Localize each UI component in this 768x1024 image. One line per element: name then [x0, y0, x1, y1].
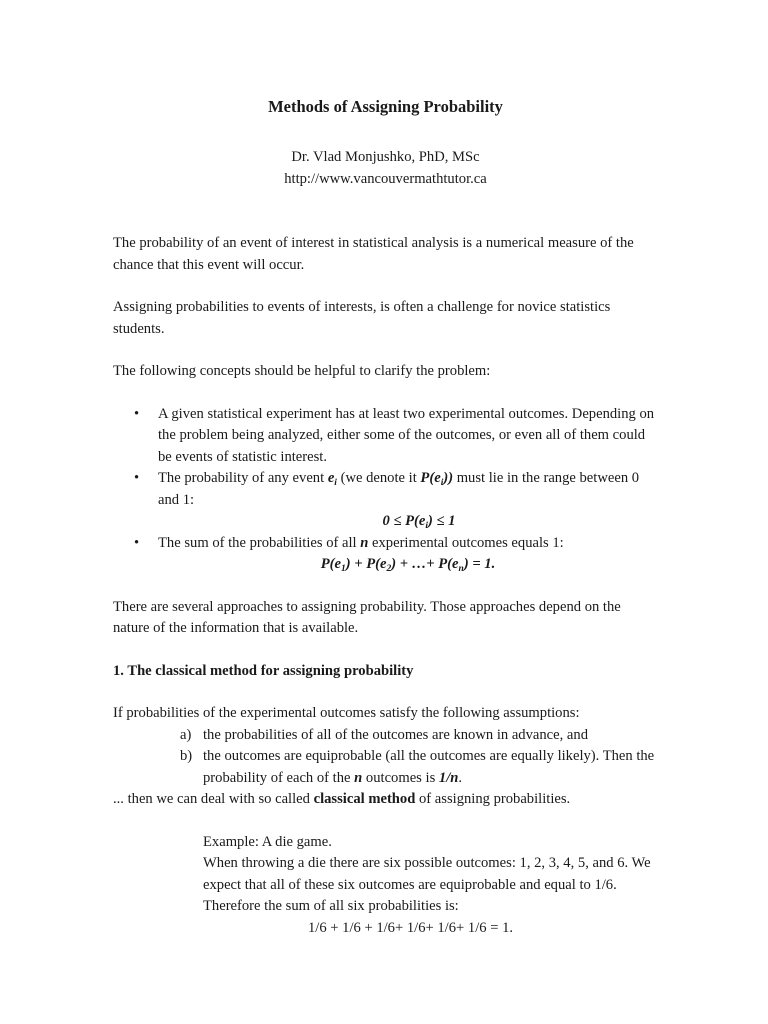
- list-marker: b): [180, 748, 193, 764]
- challenge-paragraph: Assigning probabilities to events of interests, is often a challenge for novice statistics students.: [113, 299, 611, 337]
- example-text: When throwing a die there are six possible outcomes: 1, 2, 3, 4, 5, and 6. We expect that all of these six outcomes are equiprobable and equal to 1/6. Therefore the sum of all six probabilities is:: [203, 855, 651, 914]
- bullet-icon: •: [134, 405, 140, 422]
- list-item: [113, 725, 658, 747]
- example-block: [113, 832, 658, 940]
- document-body: [113, 96, 658, 939]
- example-sum: 1/6 + 1/6 + 1/6+ 1/6+ 1/6+ 1/6 = 1.: [307, 919, 514, 936]
- bullet-icon: •: [134, 534, 140, 551]
- bullet-text: A given statistical experiment has at least two experimental outcomes. Depending on the problem being analyzed, either some of the outcomes, or even all of them could be events of statistic interest.: [158, 405, 655, 465]
- list-item: [113, 746, 658, 789]
- page-title: Methods of Assigning Probability: [268, 97, 503, 116]
- bullet-icon: •: [134, 470, 140, 486]
- list-item-text: the outcomes are equiprobable (all the outcomes are equally likely). Then the probability of each of the n outcomes is 1/n.: [203, 748, 655, 786]
- concepts-list: [113, 404, 658, 576]
- assumptions-paragraph: If probabilities of the experimental outcomes satisfy the following assumptions:: [113, 705, 580, 721]
- section-heading: 1. The classical method for assigning probability: [113, 662, 414, 679]
- approaches-paragraph: There are several approaches to assigning probability. Those approaches depend on the nature of the information that is available.: [113, 598, 621, 636]
- example-title: Example: A die game.: [203, 833, 332, 850]
- list-item: [113, 533, 658, 576]
- list-item: [113, 468, 658, 533]
- author-line: Dr. Vlad Monjushko, PhD, MSc: [291, 149, 480, 165]
- list-item: [113, 404, 658, 469]
- concepts-paragraph: The following concepts should be helpful to clarify the problem:: [113, 363, 491, 379]
- range-formula: $0 \le P(e_i) \le 1$: [382, 513, 456, 531]
- assumptions-list: [113, 725, 658, 790]
- classical-method-paragraph: ... then we can deal with so called classical method of assigning probabilities.: [113, 791, 571, 807]
- list-item-text: the probabilities of all of the outcomes are known in advance, and: [203, 726, 588, 743]
- intro-paragraph: The probability of an event of interest in statistical analysis is a numerical measure of the chance that this event will occur.: [113, 235, 634, 273]
- author-url: http://www.vancouvermathtutor.ca: [284, 170, 487, 187]
- list-marker: a): [180, 726, 192, 743]
- bullet-text: The sum of the probabilities of all n experimental outcomes equals 1:: [158, 534, 564, 551]
- bullet-text: The probability of any event $e_i$ (we denote it $P(e_i)$) must lie in the range between 0 and 1:: [158, 470, 640, 508]
- sum-formula: $P(e_1) + P(e_2)$ + …+ $P(e_n) = 1$.: [320, 556, 496, 574]
